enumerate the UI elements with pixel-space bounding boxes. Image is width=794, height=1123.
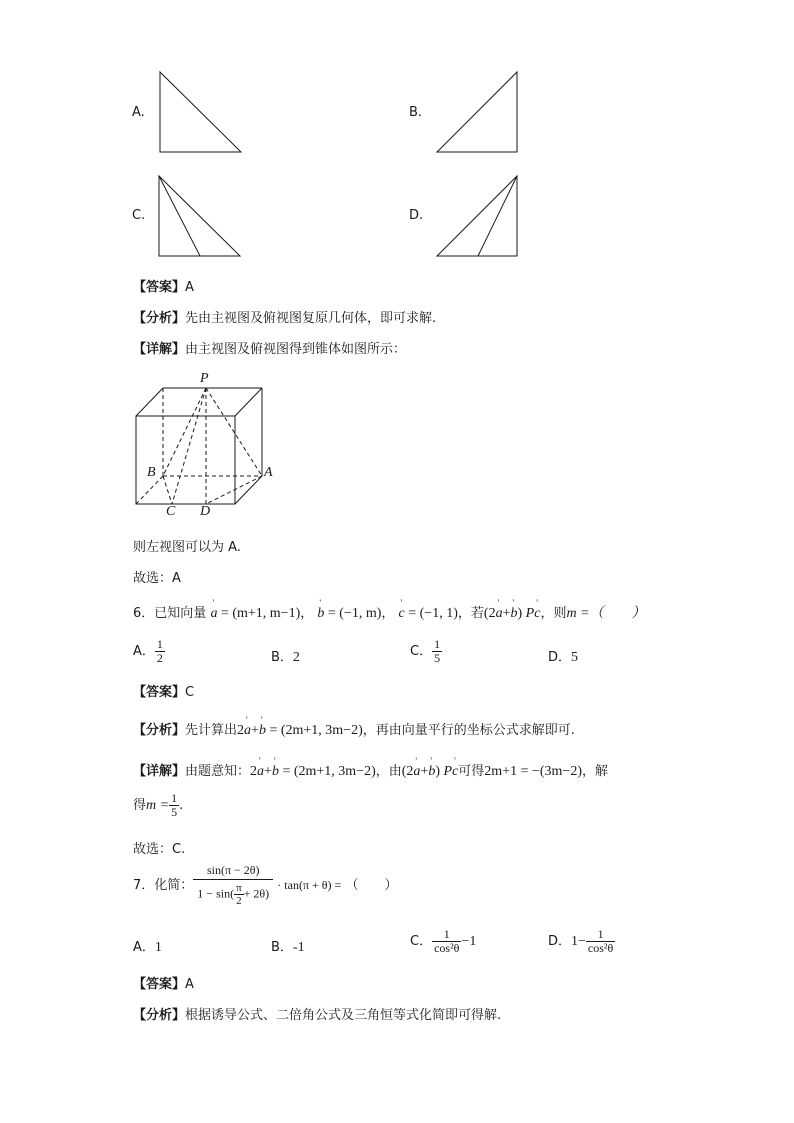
q7-option-a: [133, 936, 162, 956]
vertex-p-label: P: [200, 371, 209, 386]
answer-tag: 【答案】: [133, 685, 186, 700]
detail-text: ，由: [375, 764, 402, 779]
answer-value: C: [185, 685, 195, 700]
analysis-tag: 【分析】: [133, 723, 186, 738]
q6-then: ，则: [540, 606, 567, 621]
option-value: 2: [292, 650, 300, 665]
detail-text: 可得: [458, 764, 485, 779]
q7-option-b: [271, 936, 305, 956]
detail-tag: 【详解】: [133, 764, 186, 779]
answer-value: A: [185, 280, 194, 295]
q7-number: 7．: [133, 878, 155, 894]
q7-stem: [133, 862, 397, 909]
detail-expr: = (2m+1, 3m−2): [282, 764, 376, 779]
analysis-text: ，再由向量平行的坐标公式求解即可.: [362, 723, 575, 738]
q7-fraction: sin(π − 2θ) 1 − sin( $\frac{\pi}{2}$ + 2θ): [193, 862, 273, 909]
frac-den: cos²θ: [587, 941, 614, 956]
q6-number: 6．: [133, 606, 155, 621]
result-m: m =: [146, 798, 170, 814]
q6-option-a: [133, 638, 165, 665]
option-label: D．: [548, 650, 572, 665]
option-b-label: B.: [409, 105, 423, 120]
q6-result-line: 得m = $\frac{1}{5}$ .: [133, 791, 184, 820]
q7-tail: · tan(π + θ) =: [277, 878, 342, 893]
option-label: D．: [548, 934, 572, 950]
option-value: -1: [292, 940, 305, 955]
result-text: 得: [133, 798, 147, 814]
analysis-expr: = (2m+1, 3m−2): [269, 723, 363, 738]
vertex-d-label: D: [200, 504, 211, 519]
detail-text: ，解: [581, 764, 608, 779]
analysis-text: 根据诱导公式、二倍角公式及三角恒等式化简即可得解.: [185, 1008, 502, 1023]
option-a-label: A.: [132, 105, 145, 120]
option-prefix: 1−: [571, 934, 586, 950]
frac-den-pre: 1 − sin: [197, 886, 231, 901]
option-suffix: −1: [461, 934, 477, 950]
q6-b-expr: = (−1, m): [327, 606, 382, 621]
q6-stem-prefix: 已知向量: [154, 606, 207, 621]
q6-choose: 故选：C.: [133, 842, 186, 857]
vertex-a-label: A: [264, 465, 273, 480]
option-label: B．: [271, 940, 293, 955]
option-label: A．: [133, 644, 155, 660]
q5-conclusion: 则左视图可以为 A.: [133, 540, 241, 555]
detail-text: 由主视图及俯视图得到锥体如图所示：: [185, 342, 407, 357]
option-value: 5: [571, 650, 579, 665]
q5-choose: 故选：A: [133, 571, 181, 586]
inner-num: π: [236, 882, 242, 895]
q7-option-c: [410, 928, 476, 955]
q6-c-expr: = (−1, 1): [408, 606, 458, 621]
frac-den: 5: [171, 805, 178, 820]
q6-option-d: [548, 646, 578, 666]
q6-m-eq: m =（ ）: [566, 606, 646, 621]
q7-answer-line: [133, 973, 194, 992]
frac-num: 1: [586, 928, 615, 942]
option-label: A．: [133, 940, 155, 955]
q6-stem: 6．已知向量 ' a = (m+1, m−1)， ' b = (−1, m)， ' c = (−1, 1)，若(2' a+' b) P' c，则m =（ ）: [133, 602, 646, 622]
answer-value: A: [185, 977, 194, 992]
q7-analysis-line: [133, 1004, 501, 1023]
q7-option-d: [548, 928, 615, 955]
q7-paren: （ ）: [345, 878, 398, 894]
option-value: 1: [154, 940, 162, 955]
frac-num: 1: [432, 928, 461, 942]
q6-option-b: [271, 646, 300, 666]
detail-eq: 2m+1 = −(3m−2): [484, 764, 582, 779]
frac-den: 5: [434, 651, 441, 666]
q6-analysis-line: 【分析】先计算出2' a+' b = (2m+1, 3m−2)，再由向量平行的坐标公式求解即可.: [133, 719, 575, 739]
q7-stem-prefix: 化简：: [154, 878, 194, 894]
answer-tag: 【答案】: [133, 280, 186, 295]
frac-den-post: + 2θ: [243, 886, 266, 901]
q6-a-expr: = (m+1, m−1): [220, 606, 301, 621]
vertex-c-label: C: [166, 504, 176, 519]
option-label: B．: [271, 650, 293, 665]
frac-den: 2: [156, 651, 163, 666]
option-label: C．: [410, 934, 433, 950]
detail-text: 由题意知：: [185, 764, 251, 779]
q6-detail-line: 【详解】由题意知：2' a+' b = (2m+1, 3m−2)，由(2' a+' b) P' c可得2m+1 = −(3m−2)，解: [133, 760, 608, 780]
inner-den: 2: [236, 895, 242, 908]
frac-num: 1: [434, 637, 441, 651]
option-label: C．: [410, 644, 433, 660]
answer-tag: 【答案】: [133, 977, 186, 992]
frac-num: sin(π − 2θ): [193, 862, 273, 880]
cube-pyramid-figure: [0, 0, 794, 560]
q6-if: 若: [470, 606, 484, 621]
q6-answer-line: [133, 681, 194, 700]
option-d-label: D.: [409, 208, 424, 223]
frac-num: 1: [171, 791, 178, 805]
option-c-label: C.: [132, 208, 146, 223]
frac-num: 1: [156, 637, 163, 651]
analysis-tag: 【分析】: [133, 1008, 186, 1023]
analysis-tag: 【分析】: [133, 311, 186, 326]
detail-tag: 【详解】: [133, 342, 186, 357]
frac-den: cos²θ: [434, 941, 460, 956]
vertex-b-label: B: [147, 465, 156, 480]
q6-option-c: [410, 638, 442, 665]
analysis-text: 先由主视图及俯视图复原几何体，即可求解.: [185, 311, 437, 326]
analysis-text: 先计算出: [185, 723, 238, 738]
